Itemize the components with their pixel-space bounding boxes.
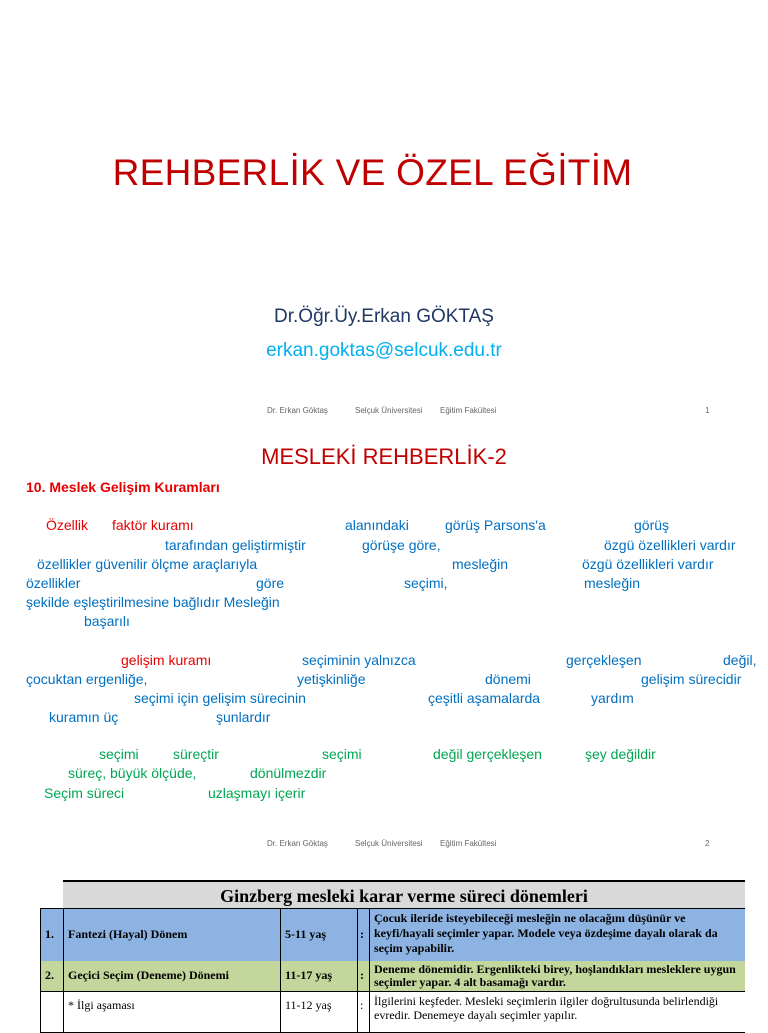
p1-word: tarafından geliştirmiştir xyxy=(165,537,306,553)
footer-university: Selçuk Üniversitesi xyxy=(355,839,423,848)
period-description: Çocuk ileride isteyebileceği mesleğin ne olacağını düşünür ve keyfi/hayali seçimler yapar. Modele veya özdeşime dayalı olarak da seçim yapabilir. xyxy=(369,909,745,961)
table-row xyxy=(40,992,745,1033)
author-email[interactable]: erkan.goktas@selcuk.edu.tr xyxy=(266,340,502,361)
footer-page: 1 xyxy=(705,406,710,415)
p2-word: çocuktan ergenliğe, xyxy=(26,671,148,687)
slide1-title: REHBERLİK VE ÖZEL EĞİTİM xyxy=(112,152,633,193)
p2-word: gelişim kuramı xyxy=(121,652,212,668)
p1-word: şekilde eşleştirilmesine bağlıdır Mesleğin xyxy=(26,594,280,610)
p1-word: görüşe göre, xyxy=(362,537,441,553)
footer-faculty: Eğitim Fakültesi xyxy=(440,406,497,415)
table-row xyxy=(40,961,745,992)
section-heading: 10. Meslek Gelişim Kuramları xyxy=(26,479,220,495)
footer-page: 2 xyxy=(705,839,710,848)
p1-word: özellikler xyxy=(26,575,81,591)
period-name: Geçici Seçim (Deneme) Dönemi xyxy=(63,961,280,991)
p2-word: kuramın üç xyxy=(49,709,119,725)
p3-word: seçimi xyxy=(99,746,139,762)
period-description: İlgilerini keşfeder. Mesleki seçimlerin ilgiler doğrultusunda belirlendiği evredir. Denemeye dayalı seçimler yapılır. xyxy=(369,992,745,1032)
p1-word: özgü özellikleri vardır xyxy=(604,537,736,553)
p2-word: seçimi için gelişim sürecinin xyxy=(134,690,306,706)
row-number: 1. xyxy=(40,909,63,961)
p1-word: mesleğin xyxy=(452,556,509,572)
row-number: 2. xyxy=(40,961,63,991)
footer-name: Dr. Erkan Göktaş xyxy=(267,406,328,415)
p2-word: yetişkinliğe xyxy=(297,671,366,687)
table-row xyxy=(40,908,745,962)
p1-word: özgü özellikleri vardır xyxy=(582,556,714,572)
age-range: 5-11 yaş xyxy=(280,909,357,961)
p2-word: yardım xyxy=(591,690,634,706)
age-range: 11-17 yaş xyxy=(280,961,357,991)
p3-word: seçimi xyxy=(322,746,362,762)
p2-word: dönemi xyxy=(485,671,531,687)
p2-word: gerçekleşen xyxy=(566,652,642,668)
separator: : xyxy=(357,909,369,961)
age-range: 11-12 yaş xyxy=(280,992,357,1032)
row-number xyxy=(40,992,63,1032)
p1-word: seçimi, xyxy=(404,575,448,591)
footer-university: Selçuk Üniversitesi xyxy=(355,406,423,415)
p3-word: süreçtir xyxy=(173,746,219,762)
separator: : xyxy=(357,961,369,991)
p1-word: başarılı xyxy=(84,613,130,629)
p2-word: gelişim sürecidir xyxy=(641,671,742,687)
p1-word: faktör kuramı xyxy=(112,517,194,533)
period-name: Fantezi (Hayal) Dönem xyxy=(63,909,280,961)
p2-word: değil, xyxy=(723,652,757,668)
period-name: * İlgi aşaması xyxy=(63,992,280,1032)
p3-word: değil gerçekleşen xyxy=(433,746,542,762)
period-description: Deneme dönemidir. Ergenlikteki birey, hoşlandıkları mesleklere uygun seçimler yapar. 4 alt basamağı vardır. xyxy=(369,961,745,991)
p3-word: uzlaşmayı içerir xyxy=(208,785,306,801)
p1-word: mesleğin xyxy=(584,575,641,591)
p1-word: özellikler güvenilir ölçme araçlarıyla xyxy=(37,556,258,572)
p1-word: görüş xyxy=(634,517,670,533)
p3-word: şey değildir xyxy=(585,746,656,762)
p3-word: dönülmezdir xyxy=(250,765,327,781)
table-title: Ginzberg mesleki karar verme süreci dönemleri xyxy=(63,880,745,912)
p1-word: göre xyxy=(256,575,285,591)
author-name: Dr.Öğr.Üy.Erkan GÖKTAŞ xyxy=(274,306,494,327)
p2-word: şunlardır xyxy=(216,709,271,725)
p3-word: Seçim süreci xyxy=(44,785,125,801)
separator: : xyxy=(357,992,369,1032)
p1-word: Özellik xyxy=(46,517,89,533)
p1-word: alanındaki xyxy=(345,517,409,533)
p1-word: görüş Parsons'a xyxy=(445,517,546,533)
slide2-title: MESLEKİ REHBERLİK-2 xyxy=(261,444,507,469)
footer-faculty: Eğitim Fakültesi xyxy=(440,839,497,848)
footer-name: Dr. Erkan Göktaş xyxy=(267,839,328,848)
p3-word: süreç, büyük ölçüde, xyxy=(68,765,197,781)
p2-word: çeşitli aşamalarda xyxy=(428,690,541,706)
p2-word: seçiminin yalnızca xyxy=(302,652,416,668)
